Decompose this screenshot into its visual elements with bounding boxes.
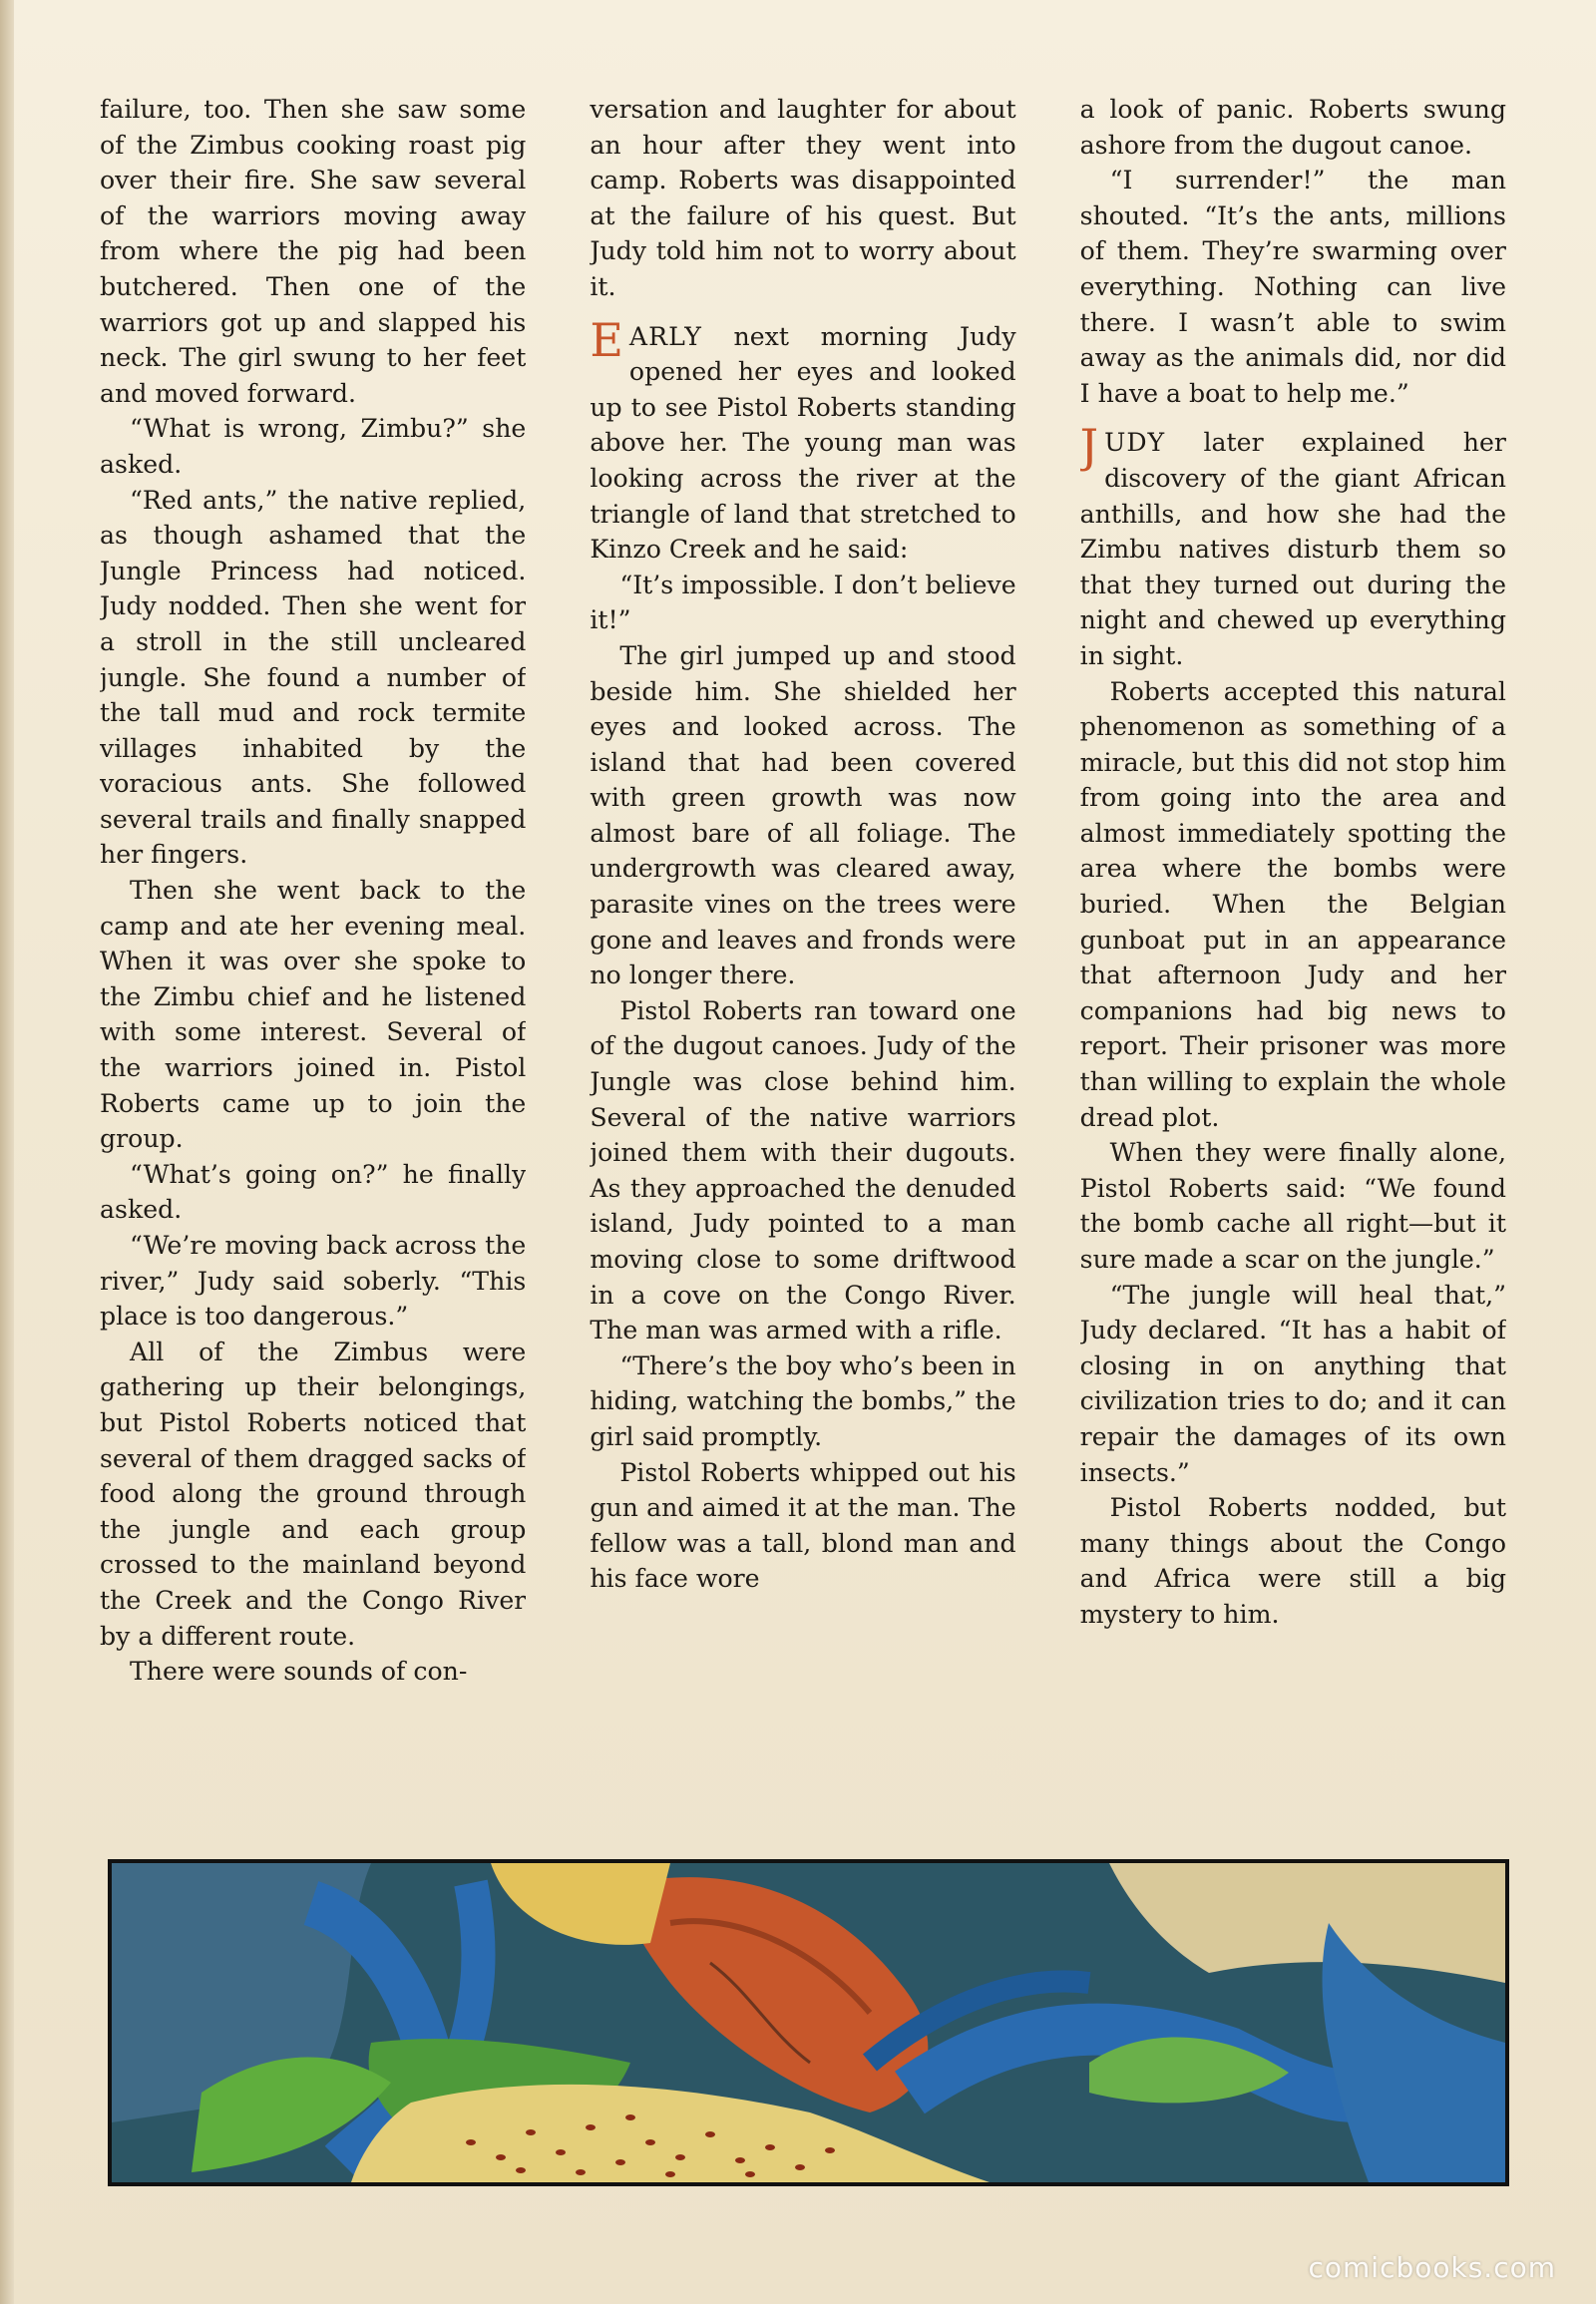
story-paragraph: “There’s the boy who’s been in hiding, watching the bombs,” the girl said promptly. [590, 1350, 1016, 1451]
story-paragraph: All of the Zimbus were gathering up their belongings, but Pistol Roberts noticed that several of them dragged sacks of food along the ground through the jungle and each group crossed to the mainland beyond the Creek and the Congo River by a different route. [100, 1337, 527, 1651]
lead-in-caps: UDY [1104, 428, 1166, 458]
story-text-columns [100, 92, 1506, 1817]
paragraph-text: later explained her discovery of the giant African anthills, and how she had the Zimbu natives disturb them so that they turned out during the night and chewed up everything in sight. [1079, 428, 1506, 670]
text-column-3 [1080, 92, 1506, 1817]
drop-cap-letter: J [1079, 419, 1099, 474]
story-paragraph: Roberts accepted this natural phenomenon as something of a miracle, but this did not stop him from going into the area and almost immediately spotting the area where the bombs were buried. When the Belgian gunboat put in an appearance that afternoon Judy and her companions had big news to report. Their prisoner was more than willing to explain the whole dread plot. [1079, 676, 1506, 1132]
story-paragraph: failure, too. Then she saw some of the Zimbus cooking roast pig over their fire. She saw several of the warriors moving away from where the pig had been butchered. Then one of the warriors got up and slapped his neck. The girl swung to her feet and moved forward. [100, 95, 527, 408]
story-paragraph: Pistol Roberts ran toward one of the dugout canoes. Judy of the Jungle was close behind him. Several of the native warriors joined them with their dugouts. As they approached the denuded island, Judy pointed to a man moving close to some driftwood in a cove on the Congo River. The man was armed with a rifle. [590, 995, 1016, 1345]
story-paragraph: When they were finally alone, Pistol Roberts said: “We found the bomb cache all right—but it sure made a scar on the jungle.” [1079, 1138, 1506, 1274]
text-column-1 [100, 92, 526, 1817]
text-column-2 [590, 92, 1015, 1817]
page-spine-edge [0, 0, 14, 2304]
story-paragraph: “It’s impossible. I don’t believe it!” [590, 570, 1016, 635]
drop-cap-letter: E [590, 312, 623, 367]
story-paragraph: Pistol Roberts whipped out his gun and aimed it at the man. The fellow was a tall, blond man and his face wore [590, 1457, 1016, 1594]
story-paragraph: The girl jumped up and stood beside him. She shielded her eyes and looked across. The island that had been covered with green growth was now almost bare of all foliage. The undergrowth was cleared away, parasite vines on the trees were gone and leaves and fronds were no longer there. [590, 640, 1016, 990]
jungle-ants-illustration-panel [108, 1859, 1509, 2186]
story-paragraph: Pistol Roberts nodded, but many things about the Congo and Africa were still a big mystery to him. [1079, 1493, 1506, 1629]
story-paragraph: “What is wrong, Zimbu?” she asked. [100, 414, 527, 479]
story-paragraph: a look of panic. Roberts swung ashore from the dugout canoe. [1079, 95, 1506, 160]
story-paragraph: “Red ants,” the native replied, as though ashamed that the Jungle Princess had noticed. Judy nodded. Then she went for a stroll in the still uncleared jungle. She found a number of the tall mud and rock termite villages inhabited by the voracious ants. She followed several trails and finally snapped her fingers. [100, 485, 527, 870]
site-watermark: comicbooks.com [1308, 2251, 1556, 2284]
jungle-ants-illustration [112, 1863, 1505, 2182]
paragraph-early-next-morning [590, 312, 1016, 568]
paragraph-judy-later-explained [1079, 419, 1506, 673]
story-paragraph: “What’s going on?” he finally asked. [100, 1159, 527, 1225]
paragraph-text: next morning Judy opened her eyes and looked up to see Pistol Roberts standing above her. The young man was looking across the river at the triangle of land that stretched to Kinzo Creek and he said: [590, 321, 1016, 565]
story-paragraph: There were sounds of con- [130, 1657, 468, 1687]
story-paragraph: Then she went back to the camp and ate her evening meal. When it was over she spoke to the Zimbu chief and he listened with some interest. Several of the warriors joined in. Pistol Roberts came up to join the group. [100, 876, 527, 1154]
story-paragraph: “The jungle will heal that,” Judy declared. “It has a habit of closing in on anything that civilization tries to do; and it can repair the damages of its own insects.” [1079, 1280, 1506, 1487]
story-paragraph: versation and laughter for about an hour after they went into camp. Roberts was disappointed at the failure of his quest. But Judy told him not to worry about it. [590, 95, 1016, 301]
story-paragraph: “I surrender!” the man shouted. “It’s the ants, millions of them. They’re swarming over everything. Nothing can live there. I wasn’t able to swim away as the animals did, nor did I have a boat to help me.” [1079, 166, 1506, 408]
lead-in-caps: ARLY [628, 321, 702, 351]
story-paragraph: “We’re moving back across the river,” Judy said soberly. “This place is too dangerous.” [100, 1231, 527, 1332]
